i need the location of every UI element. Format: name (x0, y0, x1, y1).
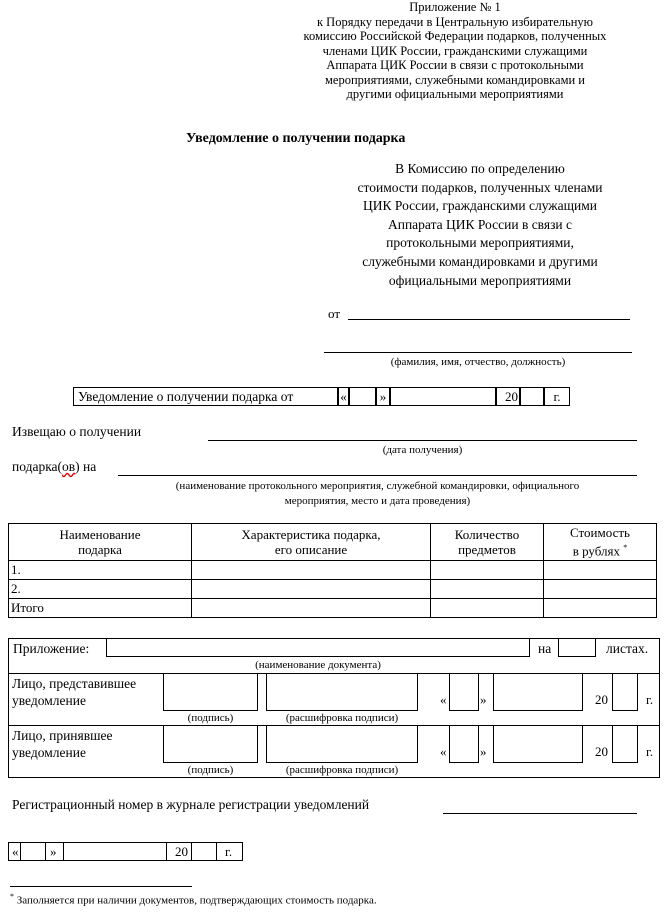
gifts-label-part: подарка( (12, 459, 63, 474)
receiver-decode-field[interactable] (266, 725, 418, 763)
table-cell[interactable] (544, 599, 657, 618)
addressee-block (320, 160, 640, 290)
row-label: 2. (9, 580, 192, 599)
registration-year-field[interactable] (191, 842, 217, 861)
addressee-line: ЦИК России, гражданскими служащими (363, 198, 597, 214)
col-header-text: в рублях (572, 543, 621, 559)
open-quote: « (440, 692, 447, 707)
presenter-label (12, 675, 136, 709)
from-field-2[interactable] (324, 337, 632, 353)
event-caption-line: мероприятия, место и дата проведения) (284, 495, 471, 507)
presenter-label-line: уведомление (12, 693, 86, 708)
table-row (9, 599, 657, 618)
attachment-doc-field[interactable] (106, 638, 530, 657)
receiver-year-field[interactable] (612, 725, 638, 763)
col-header-quantity (431, 524, 544, 561)
col-header-cost (544, 524, 657, 561)
presenter-year-field[interactable] (612, 673, 638, 711)
event-caption-line: (наименование протокольного мероприятия, служебной командировки, официального (175, 480, 580, 492)
registration-number-field[interactable] (443, 798, 637, 814)
receiver-day-field[interactable] (449, 725, 479, 763)
year-suffix: г. (225, 844, 233, 859)
table-header-row (9, 524, 657, 561)
receiver-label-line: уведомление (12, 745, 86, 760)
open-quote: « (12, 844, 19, 859)
notice-label: Уведомление о получении подарка от (73, 387, 338, 406)
decode-caption: (расшифровка подписи) (285, 764, 399, 776)
col-header-text: Наименование (59, 527, 141, 542)
footnote (10, 892, 377, 907)
addressee-line: официальными мероприятиями (388, 272, 572, 288)
header-line: комиссию Российской Федерации подарков, полученных (303, 29, 607, 43)
receiver-signature-field[interactable] (163, 725, 258, 763)
attachment-label: Приложение: (13, 641, 90, 656)
addressee-line: стоимости подарков, полученных членами (357, 179, 603, 195)
header-line: членами ЦИК России, гражданскими служащими (322, 43, 588, 58)
year-prefix: 20 (175, 844, 188, 859)
registration-label: Регистрационный номер в журнале регистрации уведомлений (12, 797, 370, 812)
year-suffix: г. (646, 692, 654, 707)
table-cell[interactable] (431, 580, 544, 599)
table-cell[interactable] (431, 599, 544, 618)
signature-caption: (подпись) (187, 764, 234, 776)
presenter-signature-field[interactable] (163, 673, 258, 711)
from-caption: (фамилия, имя, отчество, должность) (390, 356, 566, 368)
attachment-sheets: листах. (606, 641, 649, 656)
presenter-day-field[interactable] (449, 673, 479, 711)
close-quote: » (376, 387, 390, 406)
table-cell[interactable] (544, 580, 657, 599)
footnote-divider (10, 886, 192, 887)
table-cell[interactable] (192, 561, 431, 580)
receipt-date-caption: (дата получения) (382, 444, 463, 456)
year-prefix: 20 (496, 387, 520, 406)
attachment-on: на (538, 641, 552, 656)
footnote-mark: * (10, 892, 14, 901)
receipt-date-field[interactable] (208, 425, 637, 441)
event-caption (118, 479, 637, 509)
year-prefix: 20 (595, 692, 608, 707)
receiver-label (12, 727, 113, 761)
addressee-line: протокольными мероприятиями, (386, 235, 574, 251)
presenter-label-line: Лицо, представившее (12, 676, 137, 691)
footnote-mark: * (623, 543, 628, 553)
signature-caption: (подпись) (187, 712, 234, 724)
col-header-text: подарка (78, 542, 122, 557)
header-line: мероприятиями, служебными командировками и (325, 72, 585, 87)
decode-caption: (расшифровка подписи) (285, 712, 399, 724)
header-line: Аппарата ЦИК России в связи с протокольными (326, 58, 584, 72)
notice-day-field[interactable] (349, 387, 376, 406)
year-prefix: 20 (595, 744, 608, 759)
col-header-text: Стоимость (570, 525, 630, 541)
table-cell[interactable] (544, 561, 657, 580)
col-header-text (546, 540, 654, 558)
addressee-line: Аппарата ЦИК России в связи с (387, 216, 573, 232)
header-line: к Порядку передачи в Центральную избирательную (316, 14, 594, 29)
table-row (9, 580, 657, 599)
gifts-label-ov: ов (62, 459, 76, 474)
presenter-decode-field[interactable] (266, 673, 418, 711)
table-cell[interactable] (192, 580, 431, 599)
header-line: Приложение № 1 (409, 0, 501, 14)
event-field[interactable] (118, 460, 637, 476)
footnote-text: Заполняется при наличии документов, подтверждающих стоимость подарка. (16, 894, 377, 907)
header-line: другими официальными мероприятиями (346, 87, 564, 101)
year-suffix: г. (544, 387, 570, 406)
attachment-sheets-field[interactable] (558, 638, 596, 657)
registration-day-field[interactable] (20, 842, 46, 861)
col-header-name (9, 524, 192, 561)
gift-table (8, 523, 657, 618)
receiver-month-field[interactable] (493, 725, 583, 763)
receiver-label-line: Лицо, принявшее (12, 728, 113, 743)
col-header-text: Характеристика подарка, (241, 527, 381, 542)
gifts-label (12, 459, 96, 475)
table-row (9, 561, 657, 580)
row-label: Итого (9, 599, 192, 618)
col-header-text: предметов (458, 542, 516, 557)
appendix-header (270, 0, 640, 102)
addressee-line: служебными командировками и другими (362, 253, 598, 269)
from-field[interactable] (348, 304, 630, 320)
receipt-label: Извещаю о получении (12, 424, 142, 439)
attachment-caption: (наименование документа) (255, 659, 381, 671)
col-header-description (192, 524, 431, 561)
notice-month-field[interactable] (390, 387, 496, 406)
open-quote: « (440, 744, 447, 759)
document-title: Уведомление о получении подарка (186, 131, 406, 146)
addressee-line: В Комиссию по определению (395, 161, 565, 176)
open-quote: « (338, 387, 349, 406)
close-quote: » (480, 744, 487, 759)
table-cell[interactable] (431, 561, 544, 580)
close-quote: » (480, 692, 487, 707)
table-cell[interactable] (192, 599, 431, 618)
year-suffix: г. (646, 744, 654, 759)
presenter-month-field[interactable] (493, 673, 583, 711)
from-label: от (328, 306, 341, 321)
col-header-text: его описание (274, 542, 348, 557)
notice-year-field[interactable] (520, 387, 544, 406)
close-quote: » (50, 844, 57, 859)
gifts-label-part: ) на (75, 459, 97, 474)
row-label: 1. (9, 561, 192, 580)
col-header-text: Количество (454, 527, 520, 542)
registration-month-field[interactable] (63, 842, 167, 861)
